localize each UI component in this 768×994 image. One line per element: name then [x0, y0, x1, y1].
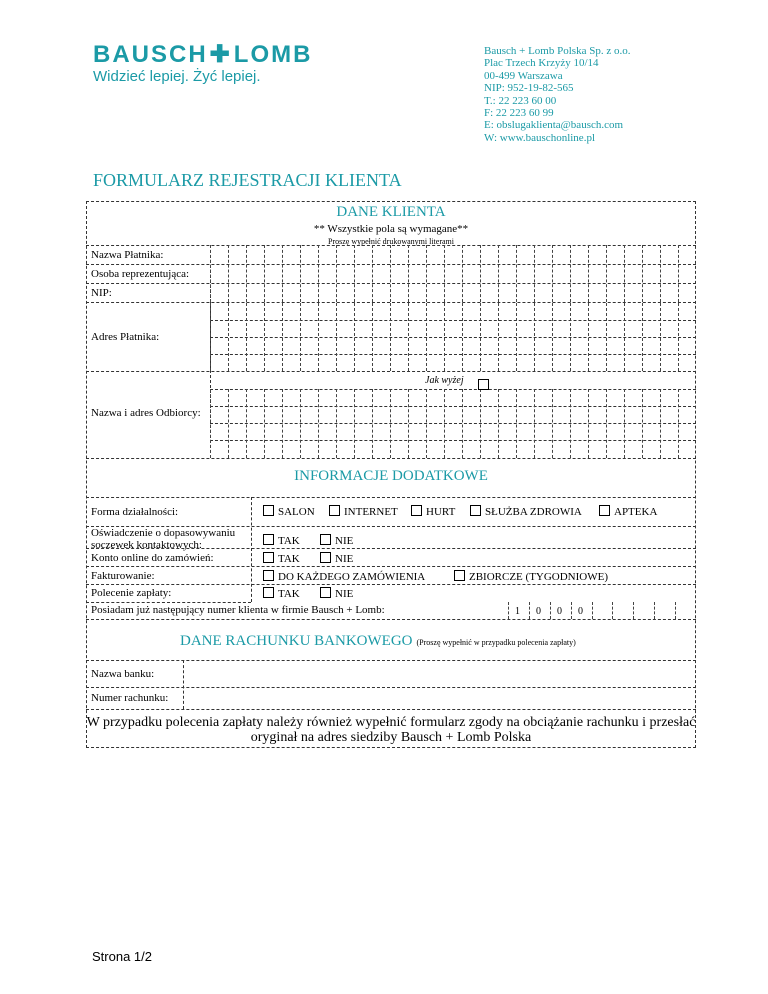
declaration-yes[interactable]	[263, 534, 300, 547]
online-account-yes[interactable]	[263, 552, 300, 565]
address-line: 00-499 Warszawa	[484, 69, 563, 82]
bank-heading-note: (Proszę wypełnić w przypadku polecenia zapłaty)	[416, 638, 576, 647]
brand-tagline: Widzieć lepiej. Żyć lepiej.	[93, 68, 261, 85]
extra-section-heading: INFORMACJE DODATKOWE	[294, 468, 488, 484]
business-form-label: Forma działalności:	[91, 506, 179, 518]
invoicing-each-order[interactable]	[263, 570, 425, 583]
nip-label: NIP:	[91, 287, 112, 299]
page-number: Strona 1/2	[92, 949, 152, 964]
form-title: FORMULARZ REJESTRACJI KLIENTA	[93, 170, 402, 190]
address-line: F: 22 223 60 99	[484, 107, 554, 120]
option-label: NIE	[335, 553, 354, 565]
declaration-label	[91, 527, 235, 551]
brand-logo-right: LOMB	[233, 41, 313, 68]
brand-logo-left: BAUSCH	[93, 41, 208, 68]
customer-digit: 0	[536, 606, 541, 617]
option-pharmacy[interactable]	[599, 505, 657, 518]
option-label: SALON	[278, 506, 315, 518]
address-line: Bausch + Lomb Polska Sp. z o.o.	[484, 45, 631, 57]
address-line: Plac Trzech Krzyży 10/14	[484, 57, 599, 70]
payer-address-cells[interactable]	[210, 303, 696, 371]
payer-name-label: Nazwa Płatnika:	[91, 249, 164, 261]
option-salon[interactable]	[263, 505, 315, 518]
option-label: INTERNET	[344, 506, 398, 518]
caps-note: Proszę wypełnić drukowanymi literami	[328, 237, 454, 246]
plus-icon: ✚	[209, 41, 232, 68]
option-hurt[interactable]	[411, 505, 455, 518]
option-label: DO KAŻDEGO ZAMÓWIENIA	[278, 571, 426, 583]
same-as-above-label: Jak wyżej	[425, 375, 464, 386]
customer-digit: 0	[578, 606, 583, 617]
option-label: NIE	[335, 535, 354, 547]
option-label: APTEKA	[614, 506, 658, 518]
direct-debit-label: Polecenie zapłaty:	[91, 587, 172, 599]
option-internet[interactable]	[329, 505, 398, 518]
customer-digit: 0	[557, 606, 562, 617]
declaration-line: soczewek kontaktowych:	[91, 539, 202, 551]
bank-name-field[interactable]	[184, 661, 695, 686]
address-line: W: www.bauschonline.pl	[484, 131, 595, 144]
representative-label: Osoba reprezentująca:	[91, 268, 190, 280]
invoicing-label: Fakturowanie:	[91, 570, 155, 582]
company-address	[484, 45, 630, 144]
brand-logo	[93, 40, 312, 69]
account-number-label: Numer rachunku:	[91, 692, 169, 704]
account-number-field[interactable]	[184, 688, 695, 708]
option-label: TAK	[278, 553, 300, 565]
online-account-no[interactable]	[320, 552, 353, 565]
bank-heading-text: DANE RACHUNKU BANKOWEGO	[180, 633, 413, 649]
address-line: E: obslugaklienta@bausch.com	[484, 119, 624, 132]
same-as-above-checkbox[interactable]	[478, 376, 493, 394]
option-label: NIE	[335, 588, 354, 600]
bank-section-heading	[180, 632, 576, 650]
customer-digit: 1	[515, 606, 520, 617]
payer-info-cells[interactable]	[210, 245, 696, 302]
bank-name-label: Nazwa banku:	[91, 668, 155, 680]
declaration-no[interactable]	[320, 534, 353, 547]
recipient-cells[interactable]	[210, 389, 696, 458]
direct-debit-no[interactable]	[320, 587, 353, 600]
option-label: TAK	[278, 588, 300, 600]
option-label: TAK	[278, 535, 300, 547]
recipient-label: Nazwa i adres Odbiorcy:	[91, 407, 201, 419]
required-note: ** Wszystkie pola są wymagane**	[313, 223, 469, 235]
client-section-heading: DANE KLIENTA	[336, 204, 446, 220]
payer-address-label: Adres Płatnika:	[91, 331, 160, 343]
option-label: HURT	[426, 506, 456, 518]
invoicing-weekly[interactable]	[454, 570, 608, 583]
option-label: ZBIORCZE (TYGODNIOWE)	[469, 571, 608, 583]
customer-number-label: Posiadam już następujący numer klienta w firmie Bausch + Lomb:	[91, 604, 385, 616]
direct-debit-yes[interactable]	[263, 587, 300, 600]
direct-debit-note: W przypadku polecenia zapłaty należy również wypełnić formularz zgody na obciążanie rachunku i przesłać oryginał na adres siedziby Bausch + Lomb Polska	[86, 715, 696, 745]
option-label: SŁUŻBA ZDROWIA	[485, 506, 582, 518]
option-health-service[interactable]	[470, 505, 582, 518]
address-line: NIP: 952-19-82-565	[484, 82, 574, 95]
online-account-label: Konto online do zamówień:	[91, 552, 214, 564]
declaration-line: Oświadczenie o dopasowywaniu	[91, 527, 236, 539]
address-line: T.: 22 223 60 00	[484, 94, 557, 107]
